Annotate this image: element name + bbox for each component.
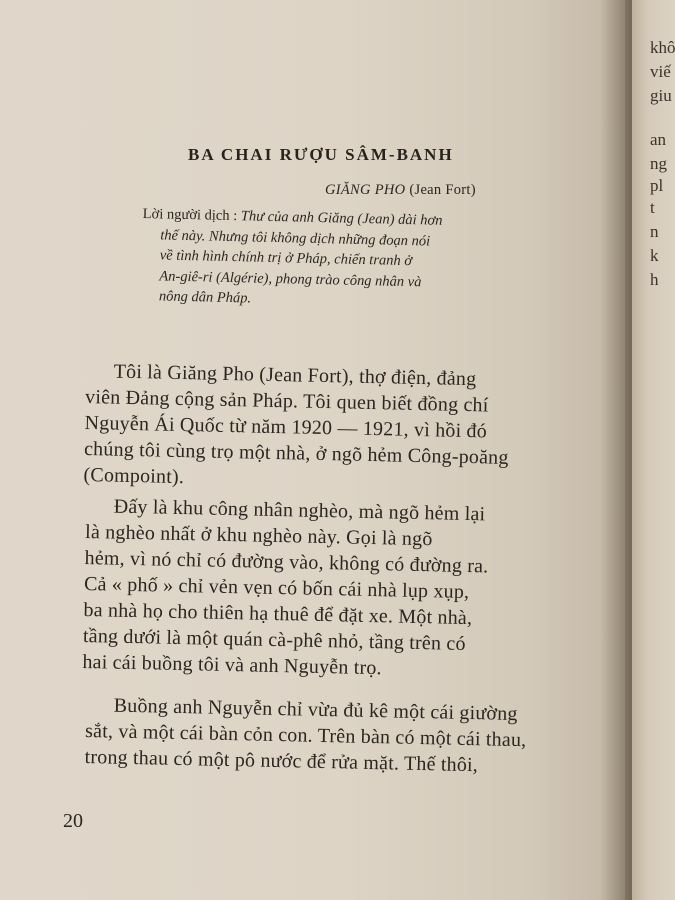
paragraph-2: [82, 493, 586, 685]
translator-note-line: An-giê-ri (Algérie), phong trào công nhân và: [159, 267, 422, 290]
next-page-fragment: viế: [650, 62, 671, 81]
text-line: Tôi là Giăng Pho (Jean Fort), thợ điện, đảng: [113, 360, 477, 391]
text-line: trong thau có một pô nước để rửa mặt. Thế thôi,: [84, 745, 479, 777]
next-page-fragment: t: [650, 198, 655, 217]
text-line: viên Đảng cộng sản Pháp. Tôi quen biết đồng chí: [84, 385, 489, 417]
next-page-fragment: h: [650, 270, 659, 289]
text-line: ba nhà họ cho thiên hạ thuê để đặt xe. Một nhà,: [83, 598, 473, 630]
translator-note-line: nông dân Pháp.: [158, 288, 252, 307]
text-line: Cả « phố » chỉ vẻn vẹn có bốn cái nhà lụp xụp,: [83, 572, 470, 604]
next-page-fragment: pl: [650, 176, 664, 195]
next-page-fragment: giu: [650, 86, 672, 105]
translator-note-label: Lời người dịch :: [142, 205, 238, 225]
next-page-fragment: n: [650, 222, 659, 241]
text-line: chúng tôi cùng trọ một nhà, ở ngõ hẻm Công-poăng: [83, 437, 509, 469]
text-line: hẻm, vì nó chỉ có đường vào, không có đường ra.: [84, 546, 489, 578]
text-line: Đấy là khu công nhân nghèo, mà ngõ hẻm lại: [113, 495, 486, 526]
page-number: 20: [63, 810, 83, 832]
text-line: (Compoint).: [83, 463, 185, 489]
next-page-fragment: khô: [650, 38, 675, 57]
text-line: sắt, và một cái bàn cỏn con. Trên bàn có một cái thau,: [84, 719, 527, 752]
paragraph-3: [84, 692, 586, 780]
paragraph-1: [83, 358, 586, 498]
chapter-title: BA CHAI RƯỢU SÂM-BANH: [188, 145, 454, 164]
text-line: Buồng anh Nguyễn chỉ vừa đủ kê một cái giường: [113, 694, 518, 726]
text-line: Nguyễn Ái Quốc từ năm 1920 — 1921, vì hồi đó: [84, 411, 488, 443]
next-page-fragment: ng: [650, 154, 667, 173]
author-name: GIĂNG PHO: [325, 182, 406, 198]
next-page-fragment: an: [650, 130, 667, 149]
next-page-fragment: k: [650, 246, 659, 265]
text-line: là nghèo nhất ở khu nghèo này. Gọi là ngõ: [84, 520, 433, 551]
translator-note-line: thế này. Nhưng tôi không dịch những đoạn nói: [160, 226, 431, 250]
translator-note-line: Lời người dịch : Thư của anh Giăng (Jean) dài hơn: [142, 205, 443, 229]
translator-note: [141, 204, 568, 316]
translator-note-line: về tình hình chính trị ở Pháp, chiến tranh ở: [159, 247, 413, 270]
author-line: [325, 182, 476, 199]
next-page-edge: [632, 0, 675, 900]
text-line: hai cái buồng tôi và anh Nguyễn trọ.: [82, 650, 382, 680]
text-line: tầng dưới là một quán cà-phê nhỏ, tầng trên có: [82, 624, 466, 655]
author-original-name: (Jean Fort): [409, 182, 476, 198]
